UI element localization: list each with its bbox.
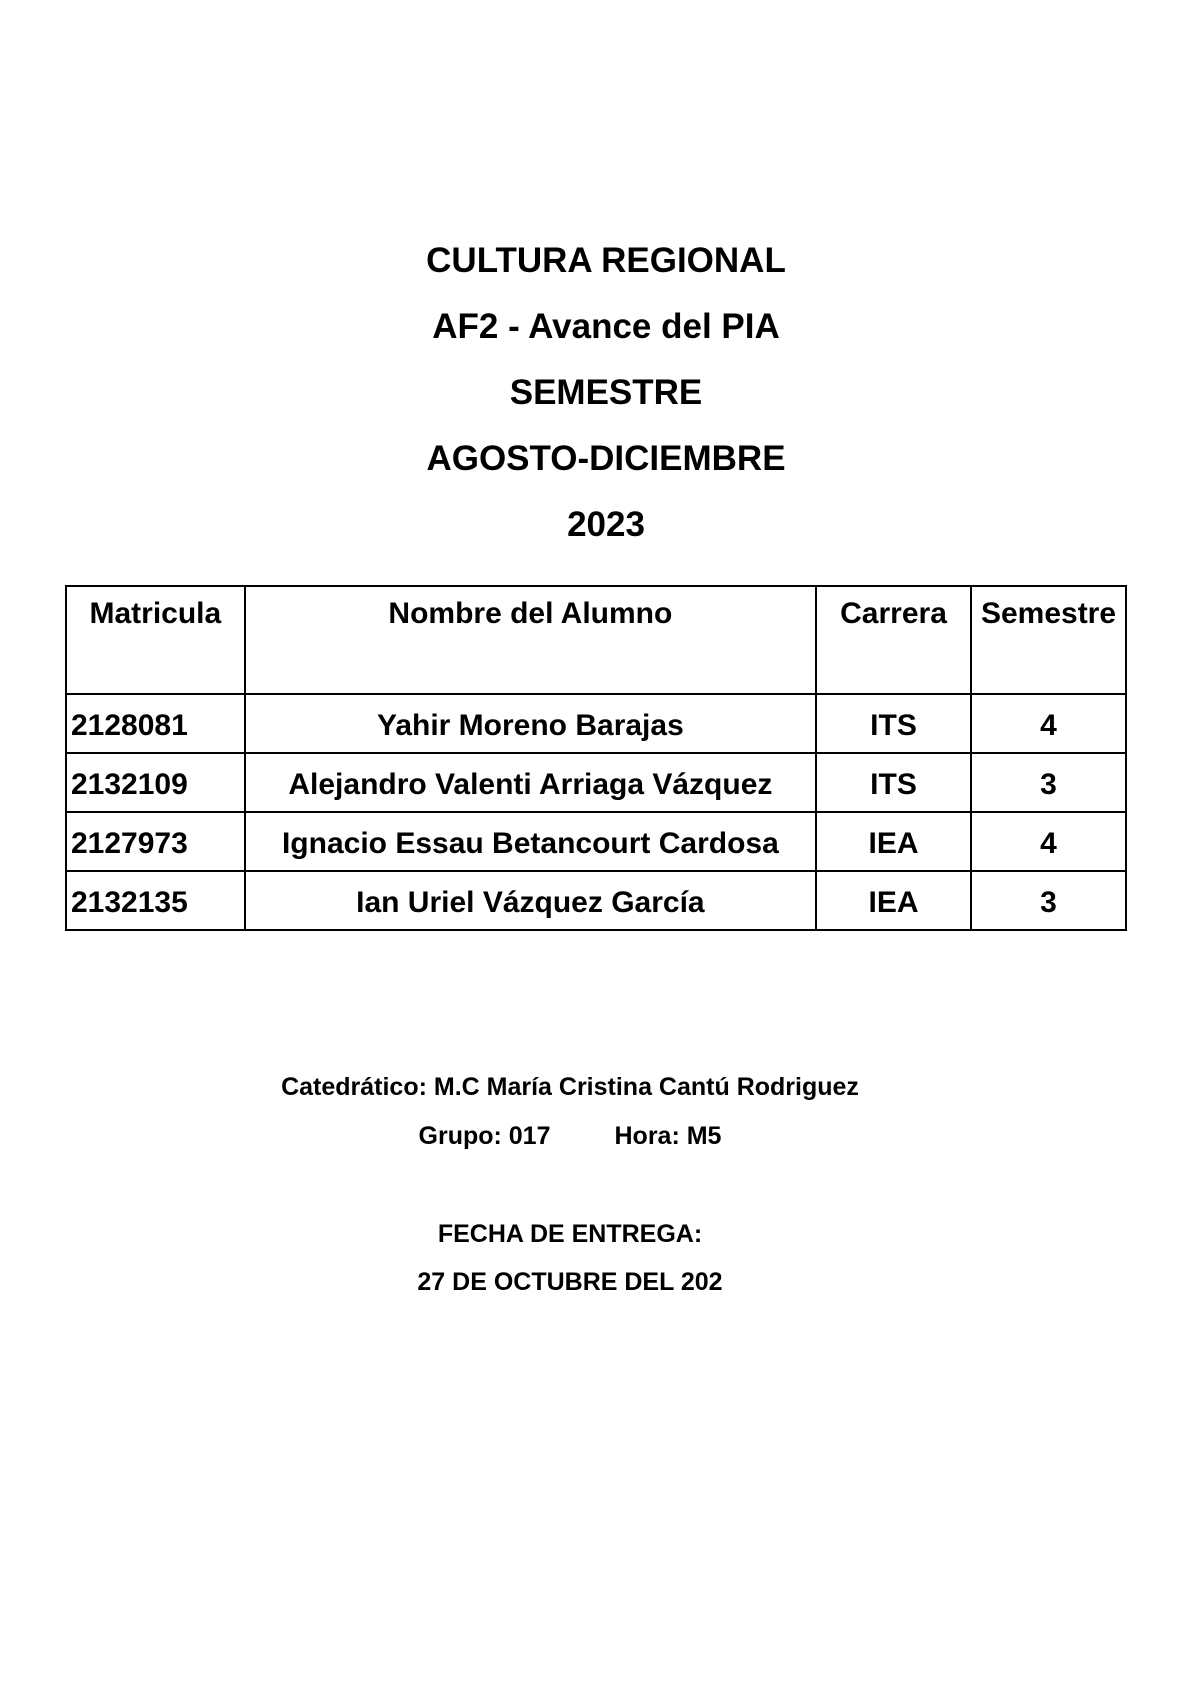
cell-matricula: 2127973 <box>66 812 245 871</box>
table-header-row <box>66 586 1126 694</box>
cell-nombre: Ignacio Essau Betancourt Cardosa <box>245 812 816 871</box>
document-title-block <box>0 228 1200 558</box>
cell-semestre: 3 <box>971 871 1126 930</box>
cell-carrera: IEA <box>816 871 971 930</box>
column-header-semestre: Semestre <box>971 586 1126 694</box>
semester-period: AGOSTO-DICIEMBRE <box>426 439 786 478</box>
cell-semestre: 4 <box>971 694 1126 753</box>
cell-nombre: Yahir Moreno Barajas <box>245 694 816 753</box>
table-row <box>66 871 1126 930</box>
student-table <box>65 585 1127 931</box>
cell-nombre: Ian Uriel Vázquez García <box>245 871 816 930</box>
table-row <box>66 812 1126 871</box>
due-date-label: FECHA DE ENTREGA: <box>437 1220 703 1248</box>
hour-label: Hora: M5 <box>614 1122 722 1150</box>
group-label: Grupo: 017 <box>418 1122 551 1150</box>
table-row <box>66 694 1126 753</box>
column-header-carrera: Carrera <box>816 586 971 694</box>
table-row <box>66 753 1126 812</box>
cell-matricula: 2132135 <box>66 871 245 930</box>
cell-semestre: 3 <box>971 753 1126 812</box>
cell-carrera: IEA <box>816 812 971 871</box>
column-header-nombre: Nombre del Alumno <box>245 586 816 694</box>
group-hour-line <box>0 1122 1140 1151</box>
cell-matricula: 2128081 <box>66 694 245 753</box>
teacher-line: Catedrático: M.C María Cristina Cantú Rodriguez <box>281 1073 859 1101</box>
cell-semestre: 4 <box>971 812 1126 871</box>
cell-matricula: 2132109 <box>66 753 245 812</box>
semester-label: SEMESTRE <box>509 373 703 412</box>
assignment-title: AF2 - Avance del PIA <box>432 307 780 346</box>
cell-carrera: ITS <box>816 694 971 753</box>
course-title: CULTURA REGIONAL <box>426 241 786 280</box>
year-label: 2023 <box>567 505 645 544</box>
cell-nombre: Alejandro Valenti Arriaga Vázquez <box>245 753 816 812</box>
due-date-value: 27 DE OCTUBRE DEL 202 <box>417 1268 723 1296</box>
column-header-matricula: Matricula <box>66 586 245 694</box>
cell-carrera: ITS <box>816 753 971 812</box>
